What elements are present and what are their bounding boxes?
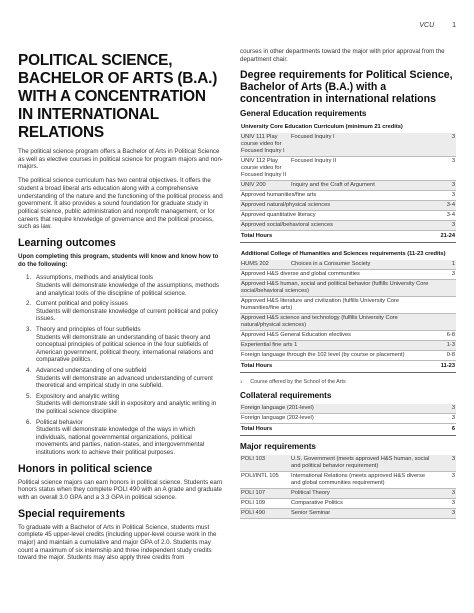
table-row — [240, 260, 456, 270]
outcome-item — [26, 300, 223, 323]
major-table — [240, 455, 456, 519]
ucec-table — [240, 122, 456, 243]
special-requirements-heading: Special requirements — [18, 507, 126, 520]
table-row — [240, 455, 456, 472]
course-credits: 3 — [432, 414, 456, 424]
course-code[interactable]: UNIV 112 Play course video for Focused Inquiry II — [240, 157, 290, 181]
table-row — [240, 472, 456, 489]
footnote-text: Course offered by the School of the Arts — [250, 379, 346, 386]
honors-text: Political science majors can earn honors in political science. Students earn honors status when they complete POLI 490 with an A grade and graduate with an overall 3.0 GPA and a 3.3 GPA in political science. — [18, 478, 223, 501]
course-credits: 0-8 — [432, 351, 456, 361]
requirement-label: Foreign language through the 102 level (by course or placement) — [240, 351, 432, 361]
course-credits: 3 — [432, 455, 456, 472]
gen-ed-heading: General Education requirements — [240, 109, 367, 119]
table-row — [240, 509, 456, 519]
course-title: Focused Inquiry II — [290, 157, 432, 181]
page-number: 1 — [452, 22, 456, 29]
table-row — [240, 133, 456, 157]
outcome-item — [26, 326, 223, 364]
outcome-text: Advanced understanding of one subfield Students will demonstrate an advanced understanding of current theoretical and empirical study in one subfield. — [36, 366, 213, 390]
table-row — [240, 201, 456, 211]
outcome-text: Current political and policy issues Students will demonstrate knowledge of current political and policy issues. — [36, 300, 218, 323]
course-credits: 3-4 — [432, 211, 456, 221]
course-credits: 1-3 — [432, 341, 456, 351]
header-org: VCU — [419, 22, 435, 29]
collateral-table — [240, 404, 456, 436]
outcome-item — [26, 367, 223, 390]
table-row — [240, 221, 456, 231]
outcome-text: Expository and analytic writing Students will demonstrate skill in expository and analytic writing in the political science discipline — [36, 392, 217, 415]
total-label: Total Hours — [240, 424, 432, 436]
requirement-label: Approved humanities/fine arts — [240, 191, 432, 201]
course-credits: 3 — [432, 472, 456, 489]
course-title: Choices in a Consumer Society — [290, 260, 432, 270]
course-credits: 3 — [432, 489, 456, 499]
course-title: Focused Inquiry I — [290, 133, 432, 157]
outcome-number: 1. — [26, 274, 32, 282]
outcome-text: Assumptions, methods and analytical tools Students will demonstrate knowledge of the assumptions, methods and analytical tools of the discipline of political science. — [36, 274, 219, 297]
table-row — [240, 404, 456, 414]
course-title: Comparative Politics — [290, 499, 432, 509]
course-credits: 3 — [432, 509, 456, 519]
course-credits: 1 — [432, 260, 456, 270]
course-credits: 3 — [432, 133, 456, 157]
table-row — [240, 270, 456, 280]
outcomes-lead: Upon completing this program, students will know and know how to do the following: — [18, 253, 219, 268]
course-code[interactable]: HUMS 202 — [240, 260, 290, 270]
table-row — [240, 181, 456, 191]
requirement-label: Experiential fine arts 1 — [240, 341, 432, 351]
total-row — [240, 424, 456, 436]
total-label: Total Hours — [240, 231, 432, 243]
special-requirements-text: To graduate with a Bachelor of Arts in Political Science, students must complete 45 upper-level credits (including upper-level course work in the major) and maintain a cumulative and major GPA of 2.0. Students may count a maximum of six internship and three independent study credits toward the major. Students may also apply three credits from — [18, 523, 217, 562]
course-title: U.S. Government (meets approved H&S human, social and political behavior requirement) — [290, 455, 432, 472]
course-title: International Relations (meets approved H&S diverse and global communities requirement) — [290, 472, 432, 489]
table-row — [240, 280, 456, 297]
page-header — [403, 22, 456, 29]
outcome-text: Theory and principles of four subfields Students will demonstrate an understanding of basic theory and conceptual principles of political science in the four subfields of American government, political theory, international relations and comparative politics. — [36, 326, 214, 364]
course-title: Inquiry and the Craft of Argument — [290, 181, 432, 191]
intro-paragraph-2: The political science curriculum has two central objectives. It offers the student a broad liberal arts education along with a comprehensive understanding of the nature and the functioning of the political process and government. It also provides a sound foundation for graduate study in political science, public administration and nonprofit management, or for careers that require knowledge of governance and the political process, such as law. — [18, 177, 223, 231]
course-title: Senior Seminar — [290, 509, 432, 519]
course-code[interactable]: POLI 490 — [240, 509, 290, 519]
requirement-label: Approved quantitative literacy — [240, 211, 432, 221]
continued-text: courses in other departments toward the major with prior approval from the department chair. — [240, 48, 445, 63]
honors-heading: Honors in political science — [18, 462, 153, 475]
course-credits — [432, 314, 456, 331]
table-row — [240, 157, 456, 181]
table-row — [240, 297, 456, 314]
course-credits: 3 — [432, 181, 456, 191]
course-credits: 3 — [432, 499, 456, 509]
total-row — [240, 361, 456, 373]
table-row — [240, 211, 456, 221]
right-column — [240, 48, 456, 519]
table-row — [240, 351, 456, 361]
course-credits — [432, 280, 456, 297]
course-credits: 6-8 — [432, 331, 456, 341]
table-row — [240, 341, 456, 351]
outcome-item — [26, 393, 223, 416]
outcome-number: 4. — [26, 366, 32, 374]
table-row — [240, 331, 456, 341]
total-credits: 6 — [432, 424, 456, 436]
requirement-label: Approved H&S literature and civilization (fulfills University Core humanities/fine arts) — [240, 297, 432, 314]
course-title: Political Theory — [290, 489, 432, 499]
course-code[interactable]: POLI/INTL 105 — [240, 472, 290, 489]
course-code[interactable]: POLI 109 — [240, 499, 290, 509]
requirement-label: Approved H&S science and technology (fulfills University Core natural/physical sciences) — [240, 314, 432, 331]
outcome-text: Political behavior Students will demonstrate knowledge of the ways in which individuals, national governmental organizations, political movements and parties, nation-states, and intergovernmental institutions work to achieve their political purposes. — [36, 418, 205, 456]
outcome-number: 2. — [26, 300, 32, 308]
outcome-number: 6. — [26, 418, 32, 426]
course-code[interactable]: UNIV 111 Play course video for Focused Inquiry I — [240, 133, 290, 157]
course-credits: 3-4 — [432, 201, 456, 211]
outcome-item — [26, 274, 223, 297]
footnote — [240, 379, 456, 385]
table-row — [240, 191, 456, 201]
requirement-label: Approved H&S human, social and political behavior (fulfills University Core social/behavioral sciences) — [240, 280, 432, 297]
outcome-item — [26, 419, 223, 457]
requirement-label: Approved H&S General Education electives — [240, 331, 432, 341]
total-row — [240, 231, 456, 243]
course-code[interactable]: POLI 107 — [240, 489, 290, 499]
collateral-heading: Collateral requirements — [240, 391, 332, 401]
major-heading: Major requirements — [240, 442, 316, 452]
course-credits: 3 — [432, 404, 456, 414]
table-row — [240, 489, 456, 499]
requirement-label: Foreign language (202-level) — [240, 414, 432, 424]
requirement-label: Foreign language (201-level) — [240, 404, 432, 414]
outcome-number: 3. — [26, 326, 32, 333]
table-row — [240, 499, 456, 509]
course-credits: 3 — [432, 221, 456, 231]
total-credits: 21-24 — [432, 231, 456, 243]
outcomes-list — [18, 274, 223, 456]
course-credits: 3 — [432, 191, 456, 201]
learning-outcomes-heading: Learning outcomes — [18, 237, 116, 250]
chs-table — [240, 249, 456, 373]
course-credits — [432, 297, 456, 314]
table-row — [240, 314, 456, 331]
requirement-label: Approved social/behavioral sciences — [240, 221, 432, 231]
requirement-label: Approved H&S diverse and global communities — [240, 270, 432, 280]
intro-paragraph-1: The political science program offers a Bachelor of Arts in Political Science as well as elective courses in political science for program majors and non-majors. — [18, 148, 223, 171]
course-code[interactable]: UNIV 200 — [240, 181, 290, 191]
page-title: POLITICAL SCIENCE, BACHELOR OF ARTS (B.A.) WITH A CONCENTRATION IN INTERNATIONAL RELATIONS — [18, 52, 218, 141]
degree-requirements-heading: Degree requirements for Political Science, Bachelor of Arts (B.A.) with a concentration in international relations — [240, 69, 453, 106]
table-row — [240, 414, 456, 424]
footnote-mark: 1 — [240, 379, 243, 385]
course-credits: 3 — [432, 157, 456, 181]
total-credits: 11-23 — [432, 361, 456, 373]
course-code[interactable]: POLI 103 — [240, 455, 290, 472]
outcome-number: 5. — [26, 392, 32, 400]
chs-title: Additional College of Humanities and Sciences requirements (11-23 credits) — [241, 251, 446, 258]
total-label: Total Hours — [240, 361, 432, 373]
ucec-title: University Core Education Curriculum (minimum 21 credits) — [241, 124, 403, 131]
left-column — [18, 52, 223, 568]
requirement-label: Approved natural/physical sciences — [240, 201, 432, 211]
course-credits: 3 — [432, 270, 456, 280]
